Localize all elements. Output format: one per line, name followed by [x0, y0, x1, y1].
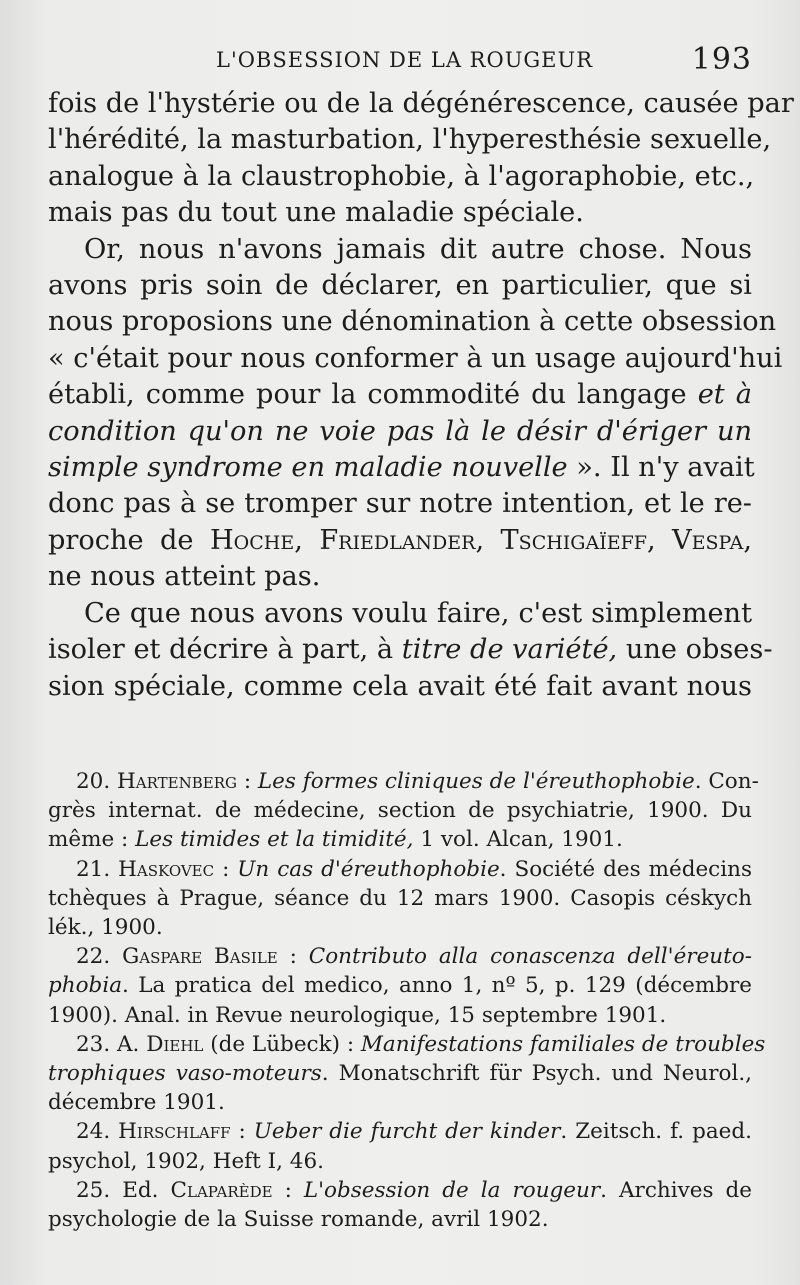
author-name: Claparède [170, 1177, 273, 1203]
separator: , [743, 524, 752, 556]
author-name: Diehl [146, 1031, 204, 1057]
citation-title: Un cas d'éreuthophobie [237, 856, 500, 882]
text-line: l'hérédité, la masturbation, l'hyperesthésie sexuelle, [48, 124, 772, 156]
text-run: ». Il n'y avait [567, 452, 755, 484]
footnote-number: 21. [76, 856, 119, 882]
author-name: Friedlander [319, 524, 476, 556]
footnote-line [48, 855, 752, 884]
citation-title: trophiques vaso-moteurs [48, 1061, 322, 1087]
page-number: 193 [691, 42, 752, 77]
text-run: . Société des médecins [499, 856, 752, 882]
author-name: Haskovec [118, 856, 215, 882]
separator: : [230, 1119, 254, 1145]
italic-run: condition qu'on ne voie pas là le désir d'ériger un [48, 415, 752, 447]
text-line: avons pris soin de déclarer, en particulier, que si [48, 270, 752, 302]
text-line [48, 523, 752, 559]
text-run: . Monatschrift für Psych. und Neurol., [321, 1061, 753, 1087]
citation-title: L'obsession de la rougeur [303, 1177, 601, 1203]
footnote-number: 23. [76, 1031, 118, 1057]
running-title: L'OBSESSION DE LA ROUGEUR [216, 48, 594, 72]
separator: , [646, 524, 673, 556]
footnote-line: lék., 1900. [48, 915, 163, 941]
text-run: A. [117, 1031, 147, 1057]
separator: : [272, 1177, 304, 1203]
text-run: . Archives de [600, 1177, 752, 1203]
text-line [48, 377, 752, 413]
footnote-line [48, 1059, 752, 1088]
footnote-24 [48, 1117, 752, 1175]
separator: , [294, 524, 320, 556]
footnote-number: 20. [76, 769, 118, 794]
author-name: Hartenberg [117, 769, 237, 794]
footnote-line [48, 1030, 766, 1059]
separator: , [475, 524, 501, 556]
text-run: même : [48, 827, 136, 853]
italic-run: simple syndrome en maladie nouvelle [48, 452, 568, 484]
text-line: ne nous atteint pas. [48, 561, 321, 593]
text-run: établi, comme pour la commodité du langage [48, 379, 698, 411]
text-run: isoler et décrire à part, à [48, 634, 402, 666]
footnote-line [48, 1117, 752, 1146]
footnote-number: 22. [76, 944, 123, 970]
footnote-line [48, 767, 759, 796]
author-name: Vespa [672, 524, 744, 556]
italic-run: titre de variété, [401, 634, 618, 666]
footnote-line: décembre 1901. [48, 1090, 225, 1116]
text-line: « c'était pour nous conformer à un usage aujourd'hui [48, 342, 783, 374]
text-run: 1 vol. Alcan, 1901. [413, 827, 623, 853]
paragraph-2 [48, 232, 783, 596]
footnote-line [48, 942, 752, 971]
main-text [48, 86, 794, 705]
footnote-22 [48, 942, 752, 1030]
citation-title: Manifestations familiales de troubles [360, 1031, 766, 1057]
text-line [48, 450, 755, 486]
page-header [48, 44, 752, 84]
footnote-line: grès internat. de médecine, section de psychiatrie, 1900. Du [48, 798, 752, 824]
italic-run: et à [697, 379, 753, 411]
footnote-line: tchèques à Prague, séance du 12 mars 1900. Casopis céskych [48, 885, 752, 911]
footnotes [48, 767, 766, 1234]
footnote-line [48, 825, 752, 854]
footnote-line [48, 971, 752, 1000]
separator: : [236, 769, 258, 794]
footnote-line: 1900). Anal. in Revue neurologique, 15 septembre 1901. [48, 1002, 667, 1028]
text-line: Ce que nous avons voulu faire, c'est simplement [84, 597, 752, 629]
text-line: sion spéciale, comme cela avait été fait avant nous [48, 670, 752, 702]
citation-title: phobia [48, 973, 123, 999]
separator: : [277, 944, 309, 970]
text-line: Or, nous n'avons jamais dit autre chose. Nous [84, 233, 752, 265]
text-line [48, 632, 773, 668]
text-line: nous proposions une dénomination à cette obsession [48, 306, 777, 338]
footnote-25 [48, 1176, 752, 1234]
text-line: fois de l'hystérie ou de la dégénérescence, causée par [48, 88, 794, 119]
footnote-20 [48, 767, 759, 855]
footnote-21 [48, 855, 752, 943]
footnote-23 [48, 1030, 766, 1118]
text-line [48, 414, 752, 450]
footnote-number: 24. [76, 1119, 119, 1145]
citation-title: Ueber die furcht der kinder [253, 1119, 561, 1145]
footnote-line [48, 1176, 752, 1205]
separator: : [214, 856, 238, 882]
text-line: analogue à la claustrophobie, à l'agoraphobie, etc., [48, 160, 755, 192]
text-run: proche de [48, 524, 210, 556]
author-name: Hirschlaff [118, 1119, 231, 1145]
footnote-line: psychologie de la Suisse romande, avril 1902. [48, 1207, 549, 1233]
citation-title: Les formes cliniques de l'éreuthophobie [257, 769, 695, 794]
footnote-number: 25. [76, 1177, 123, 1203]
citation-title: Contributo alla conascenza dell'éreuto- [308, 944, 752, 970]
text-run: Ed. [122, 1177, 171, 1203]
author-name: Gaspare Basile [122, 944, 278, 970]
paragraph-1 [48, 86, 794, 232]
footnote-line: psychol, 1902, Heft I, 46. [48, 1148, 324, 1174]
citation-title: Les timides et la timidité, [135, 827, 414, 853]
author-name: Hoche [209, 524, 295, 556]
text-run: (de Lübeck) : [203, 1031, 361, 1057]
text-line: donc pas à se tromper sur notre intention, et le re- [48, 488, 752, 520]
text-run: . Con- [694, 769, 759, 794]
author-name: Tschigaïeff [500, 524, 647, 556]
paragraph-3 [48, 596, 773, 705]
text-run: . Zeitsch. f. paed. [560, 1119, 752, 1145]
text-line: mais pas du tout une maladie spéciale. [48, 197, 584, 229]
text-run: une obses- [617, 634, 773, 666]
text-run: . La pratica del medico, anno 1, nº 5, p. 129 (décembre [122, 973, 752, 999]
